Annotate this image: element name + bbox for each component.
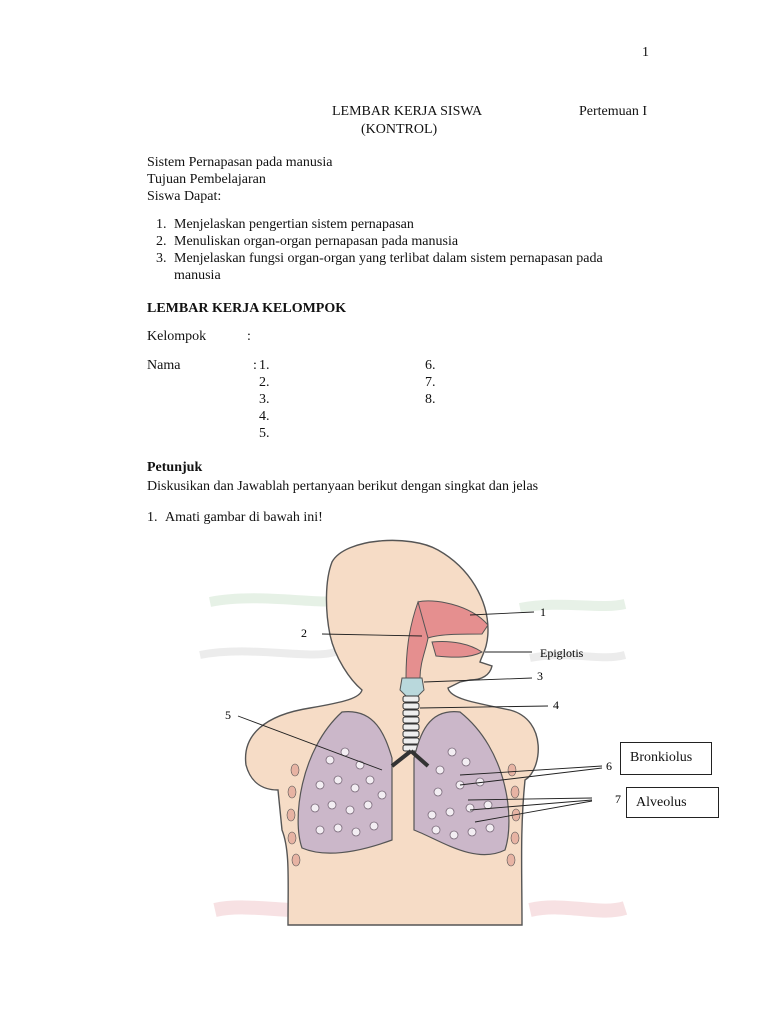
- respiratory-system-diagram: [170, 530, 640, 930]
- label-5: 5: [225, 708, 231, 722]
- name-slot: 4.: [259, 409, 270, 424]
- name-label: Nama: [147, 358, 181, 373]
- question-text: Amati gambar di bawah ini!: [165, 510, 323, 525]
- name-slot: 2.: [259, 375, 270, 390]
- name-slot: 7.: [425, 375, 436, 390]
- question-number: 1.: [147, 510, 158, 525]
- instructions-text: Diskusikan dan Jawablah pertanyaan berikut dengan singkat dan jelas: [147, 479, 539, 494]
- label-4: 4: [553, 698, 559, 712]
- group-colon: :: [247, 329, 251, 344]
- objective-text: Menjelaskan pengertian sistem pernapasan: [174, 217, 414, 232]
- name-slot: 5.: [259, 426, 270, 441]
- trachea: [403, 696, 419, 751]
- objective-number: 3.: [156, 251, 167, 266]
- label-6: 6: [606, 759, 612, 773]
- larynx: [400, 678, 424, 696]
- worksheet-title: LEMBAR KERJA SISWA: [332, 104, 483, 119]
- instructions-heading: Petunjuk: [147, 460, 203, 475]
- bronkiolus-label-box: Bronkiolus: [620, 742, 712, 775]
- name-slot: 1.: [259, 358, 270, 373]
- name-slot: 6.: [425, 358, 436, 373]
- worksheet-subtitle: (KONTROL): [361, 122, 438, 137]
- group-worksheet-heading: LEMBAR KERJA KELOMPOK: [147, 301, 347, 316]
- objective-text: Menjelaskan fungsi organ-organ yang terlibat dalam sistem pernapasan pada: [174, 251, 603, 266]
- label-2: 2: [301, 626, 307, 640]
- name-slot: 3.: [259, 392, 270, 407]
- label-1: 1: [540, 605, 546, 619]
- name-slot: 8.: [425, 392, 436, 407]
- name-colon: :: [253, 358, 257, 373]
- meeting-label: Pertemuan I: [579, 104, 648, 119]
- students-can-line: Siswa Dapat:: [147, 189, 222, 204]
- page-number: 1: [642, 45, 649, 60]
- objective-number: 1.: [156, 217, 167, 232]
- label-3: 3: [537, 669, 543, 683]
- label-epiglotis: Epiglotis: [540, 646, 584, 660]
- objectives-heading: Tujuan Pembelajaran: [147, 172, 266, 187]
- alveolus-label-box: Alveolus: [626, 787, 719, 818]
- objective-number: 2.: [156, 234, 167, 249]
- objective-text-continued: manusia: [174, 268, 221, 283]
- group-label: Kelompok: [147, 329, 207, 344]
- objective-text: Menuliskan organ-organ pernapasan pada manusia: [174, 234, 459, 249]
- topic-line: Sistem Pernapasan pada manusia: [147, 155, 333, 170]
- label-7: 7: [615, 792, 621, 806]
